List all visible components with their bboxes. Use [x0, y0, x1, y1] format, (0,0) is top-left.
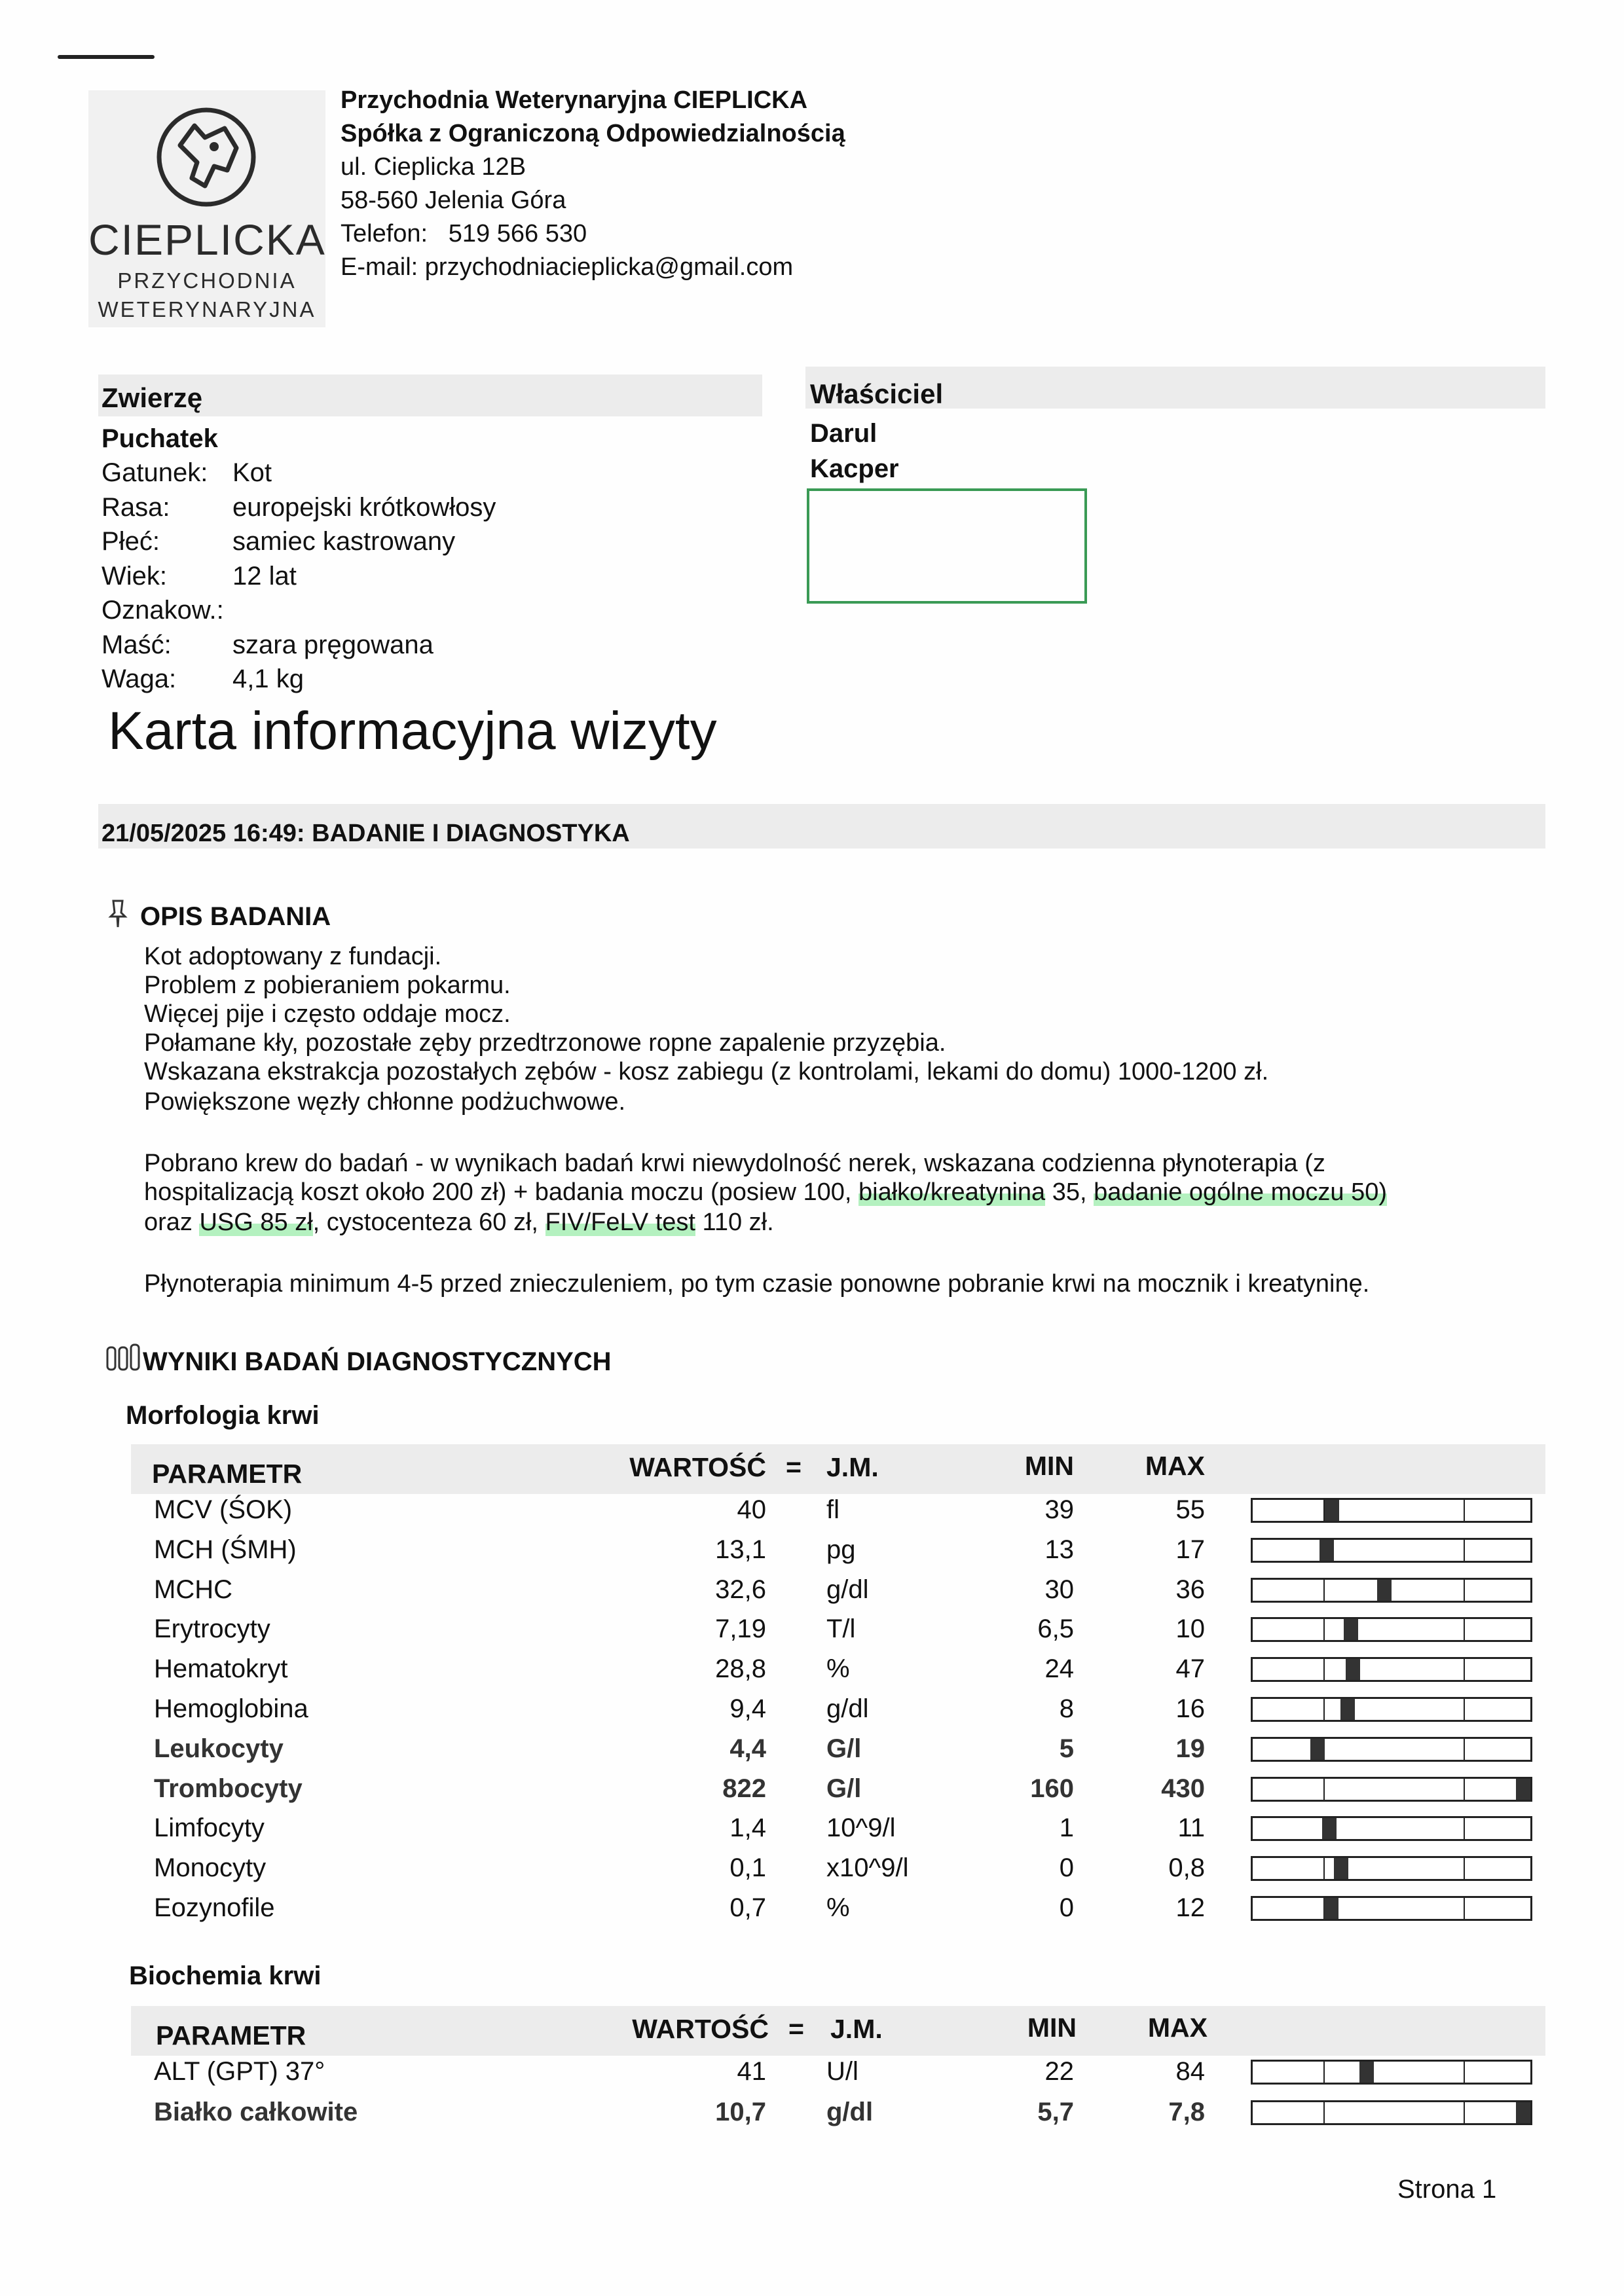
table-row [0, 1535, 1624, 1575]
biochemia-table [0, 2057, 1624, 2149]
param-max: 12 [1175, 1893, 1205, 1922]
table-row [0, 2098, 1624, 2137]
range-indicator [1251, 1617, 1532, 1642]
range-indicator [1251, 1657, 1532, 1682]
param-unit: 10^9/l [826, 1813, 896, 1843]
param-max: 0,8 [1168, 1853, 1205, 1883]
range-min-tick [1323, 1699, 1325, 1720]
desc-para2-line1: Pobrano krew do badań - w wynikach badań krwi niewydolność nerek, wskazana codzienna płynoterapia (z [144, 1150, 1325, 1177]
range-max-tick [1464, 1818, 1465, 1839]
param-value: 0,1 [729, 1853, 766, 1883]
attr-value: Kot [232, 458, 272, 487]
param-min: 160 [1030, 1774, 1074, 1803]
param-value: 10,7 [715, 2098, 766, 2126]
animal-attr-row [101, 458, 691, 491]
range-value-mark [1340, 1699, 1355, 1720]
param-max: 84 [1175, 2057, 1205, 2086]
col-max-2: MAX [1147, 2013, 1208, 2043]
desc-line-1: Kot adoptowany z fundacji. [144, 943, 442, 970]
highlight-usg: USG 85 zł [199, 1209, 313, 1236]
col-unit-2: J.M. [830, 2014, 883, 2044]
range-max-tick [1464, 1898, 1465, 1919]
param-value: 0,7 [729, 1893, 766, 1922]
param-unit: fl [826, 1495, 840, 1524]
animal-attr-row [101, 665, 691, 697]
email-label: E-mail: [341, 253, 418, 281]
desc-para2-line3: oraz USG 85 zł, cystocenteza 60 zł, FIV/FeLV test 110 zł. [144, 1209, 774, 1236]
param-value: 41 [737, 2057, 766, 2086]
range-max-tick [1464, 2062, 1465, 2083]
desc-line-3: Więcej pije i często oddaje mocz. [144, 1000, 511, 1028]
param-max: 19 [1175, 1734, 1205, 1763]
param-name: MCHC [154, 1575, 232, 1604]
attr-value: europejski krótkowłosy [232, 492, 496, 522]
param-name: ALT (GPT) 37° [154, 2057, 325, 2086]
clinic-city: 58-560 Jelenia Góra [341, 187, 566, 214]
param-min: 13 [1044, 1535, 1074, 1564]
range-indicator [1251, 1896, 1532, 1921]
col-min-2: MIN [1027, 2013, 1077, 2043]
param-min: 22 [1044, 2057, 1074, 2086]
animal-attr-row [101, 630, 691, 663]
param-name: Erytrocyty [154, 1614, 270, 1644]
range-min-tick [1323, 2062, 1325, 2083]
owner-header: Właściciel [810, 378, 944, 409]
range-value-mark [1320, 1540, 1334, 1561]
clinic-email [341, 251, 845, 284]
range-min-tick [1323, 1858, 1325, 1879]
param-value: 9,4 [729, 1694, 766, 1723]
param-max: 36 [1175, 1575, 1205, 1604]
attr-value: szara pręgowana [232, 630, 434, 659]
desc-line-5: Wskazana ekstrakcja pozostałych zębów - kosz zabiegu (z kontrolami, lekami do domu) 1000-1200 zł. [144, 1058, 1269, 1085]
col-value-2: WARTOŚĆ [632, 2014, 769, 2044]
range-indicator [1251, 1538, 1532, 1563]
biochemia-title: Biochemia krwi [129, 1961, 322, 1990]
range-max-tick [1464, 1659, 1465, 1680]
range-max-tick [1464, 1779, 1465, 1800]
attr-label: Wiek: [101, 561, 167, 591]
logo-subtitle-2: WETERYNARYJNA [98, 297, 316, 321]
param-value: 4,4 [729, 1734, 766, 1763]
param-min: 5,7 [1037, 2098, 1074, 2126]
animal-name: Puchatek [101, 424, 218, 453]
range-value-mark [1325, 1500, 1339, 1521]
col-unit: J.M. [826, 1452, 879, 1482]
owner-first-name: Kacper [810, 454, 899, 483]
param-name: Eozynofile [154, 1893, 275, 1922]
param-name: Hemoglobina [154, 1694, 308, 1723]
phone-label: Telefon: [341, 220, 428, 247]
col-param: PARAMETR [152, 1459, 303, 1489]
highlight-mocz: badanie ogólne moczu 50) [1094, 1178, 1387, 1206]
table-row [0, 1813, 1624, 1853]
animal-attr-row [101, 562, 691, 594]
param-unit: T/l [826, 1614, 856, 1644]
param-unit: pg [826, 1535, 856, 1564]
param-min: 30 [1044, 1575, 1074, 1604]
param-unit: g/dl [826, 2098, 874, 2126]
param-max: 17 [1175, 1535, 1205, 1564]
param-value: 822 [722, 1774, 766, 1803]
attr-value: 12 lat [232, 561, 297, 591]
param-name: Leukocyty [154, 1734, 284, 1763]
range-max-tick [1464, 1500, 1465, 1521]
desc-line-4: Połamane kły, pozostałe zęby przedtrzonowe ropne zapalenie przyzębia. [144, 1029, 946, 1057]
table-row [0, 1694, 1624, 1734]
attr-label: Rasa: [101, 492, 170, 522]
desc-para2-line2: hospitalizacją koszt około 200 zł) + badania moczu (posiew 100, białko/kreatynina 35, badanie ogólne moczu 50) [144, 1178, 1387, 1206]
param-name: MCV (ŚOK) [154, 1495, 293, 1524]
param-name: Limfocyty [154, 1813, 265, 1843]
owner-surname: Darul [810, 419, 877, 448]
pen-mark [58, 55, 155, 59]
results-header: WYNIKI BADAŃ DIAGNOSTYCZNYCH [143, 1347, 612, 1376]
desc-para3: Płynoterapia minimum 4-5 przed znieczuleniem, po tym czasie ponowne pobranie krwi na mocznik i kreatyninę. [144, 1270, 1370, 1298]
param-max: 10 [1175, 1614, 1205, 1644]
attr-label: Maść: [101, 630, 172, 659]
range-value-mark [1324, 1898, 1338, 1919]
test-tubes-icon [105, 1343, 141, 1374]
clinic-info [341, 84, 845, 284]
param-unit: g/dl [826, 1694, 869, 1723]
table-row [0, 1853, 1624, 1893]
range-indicator [1251, 1697, 1532, 1722]
table-row [0, 1734, 1624, 1774]
range-value-mark [1322, 1818, 1337, 1839]
email-value: przychodniacieplicka@gmail.com [424, 253, 794, 281]
clinic-logo [88, 90, 325, 327]
param-max: 7,8 [1168, 2098, 1205, 2126]
param-unit: G/l [826, 1734, 862, 1763]
param-min: 8 [1059, 1694, 1074, 1723]
table-row [0, 1575, 1624, 1614]
range-max-tick [1464, 1619, 1465, 1640]
col-param-2: PARAMETR [156, 2020, 306, 2050]
highlight-bialko: białko/kreatynina [858, 1178, 1046, 1206]
param-value: 28,8 [715, 1654, 766, 1684]
col-max: MAX [1145, 1451, 1205, 1481]
param-max: 430 [1161, 1774, 1205, 1803]
morfologia-table [0, 1495, 1624, 1941]
col-eq: = [786, 1452, 802, 1482]
logo-name: CIEPLICKA [88, 215, 326, 264]
range-min-tick [1323, 1619, 1325, 1640]
param-unit: g/dl [826, 1575, 869, 1604]
range-value-mark [1377, 1580, 1392, 1601]
param-name: MCH (ŚMH) [154, 1535, 297, 1564]
range-max-tick [1464, 1580, 1465, 1601]
range-value-mark [1346, 1659, 1360, 1680]
param-unit: G/l [826, 1774, 862, 1803]
desc-line-2: Problem z pobieraniem pokarmu. [144, 972, 511, 999]
param-value: 32,6 [715, 1575, 766, 1604]
owner-stamp-box [807, 488, 1087, 604]
param-unit: U/l [826, 2057, 858, 2086]
range-value-mark [1516, 2102, 1530, 2123]
range-min-tick [1323, 1580, 1325, 1601]
param-value: 7,19 [715, 1614, 766, 1644]
param-max: 47 [1175, 1654, 1205, 1684]
range-max-tick [1464, 1699, 1465, 1720]
range-indicator [1251, 1578, 1532, 1603]
attr-label: Płeć: [101, 527, 160, 556]
param-min: 0 [1059, 1893, 1074, 1922]
range-value-mark [1310, 1739, 1325, 1760]
range-indicator [1251, 1498, 1532, 1523]
attr-value: 4,1 kg [232, 665, 304, 693]
visit-header: 21/05/2025 16:49: BADANIE I DIAGNOSTYKA [101, 820, 630, 847]
param-max: 11 [1177, 1813, 1205, 1843]
table-row [0, 2057, 1624, 2096]
param-value: 13,1 [715, 1535, 766, 1564]
range-indicator [1251, 2100, 1532, 2125]
param-min: 39 [1044, 1495, 1074, 1524]
range-indicator [1251, 1856, 1532, 1881]
table-row [0, 1614, 1624, 1654]
range-value-mark [1516, 1779, 1530, 1800]
animal-header: Zwierzę [101, 382, 203, 413]
morfologia-title: Morfologia krwi [126, 1401, 320, 1430]
col-value: WARTOŚĆ [629, 1452, 766, 1482]
param-name: Trombocyty [154, 1774, 303, 1803]
param-min: 0 [1059, 1853, 1074, 1883]
param-name: Monocyty [154, 1853, 267, 1883]
table-row [0, 1893, 1624, 1933]
pin-icon [108, 898, 128, 930]
param-min: 5 [1059, 1734, 1074, 1763]
animal-attr-row [101, 527, 691, 560]
range-min-tick [1323, 1779, 1325, 1800]
param-unit: % [826, 1893, 850, 1922]
range-value-mark [1344, 1619, 1358, 1640]
range-max-tick [1464, 2102, 1465, 2123]
param-max: 55 [1175, 1495, 1205, 1524]
range-min-tick [1323, 1659, 1325, 1680]
page-number: Strona 1 [1397, 2175, 1497, 2204]
range-value-mark [1334, 1858, 1348, 1879]
param-min: 1 [1059, 1813, 1074, 1843]
param-unit: % [826, 1654, 850, 1684]
clinic-name: Przychodnia Weterynaryjna CIEPLICKA [341, 86, 808, 114]
param-value: 40 [737, 1495, 766, 1524]
range-max-tick [1464, 1540, 1465, 1561]
param-min: 24 [1044, 1654, 1074, 1684]
table-row [0, 1495, 1624, 1535]
range-indicator [1251, 1816, 1532, 1841]
attr-label: Oznakow.: [101, 596, 224, 625]
attr-label: Gatunek: [101, 458, 208, 487]
param-unit: x10^9/l [826, 1853, 909, 1883]
param-name: Białko całkowite [154, 2098, 358, 2126]
table-row [0, 1774, 1624, 1813]
range-min-tick [1323, 2102, 1325, 2123]
range-indicator [1251, 1777, 1532, 1802]
dog-head-icon [154, 100, 259, 211]
animal-attr-row [101, 493, 691, 526]
animal-attr-row [101, 596, 691, 629]
clinic-street: ul. Cieplicka 12B [341, 153, 526, 181]
opis-header: OPIS BADANIA [140, 902, 331, 931]
param-min: 6,5 [1037, 1614, 1074, 1644]
param-value: 1,4 [729, 1813, 766, 1843]
page-title: Karta informacyjna wizyty [108, 701, 717, 761]
attr-label: Waga: [101, 665, 177, 693]
param-max: 16 [1175, 1694, 1205, 1723]
attr-value: samiec kastrowany [232, 527, 456, 556]
range-value-mark [1359, 2062, 1374, 2083]
param-name: Hematokryt [154, 1654, 288, 1684]
col-min: MIN [1024, 1451, 1074, 1481]
range-indicator [1251, 2060, 1532, 2085]
clinic-phone [341, 217, 845, 251]
col-eq-2: = [788, 2014, 804, 2044]
phone-value: 519 566 530 [448, 220, 587, 247]
highlight-fiv: FIV/FeLV test [545, 1209, 695, 1236]
range-max-tick [1464, 1858, 1465, 1879]
range-max-tick [1464, 1739, 1465, 1760]
clinic-company: Spółka z Ograniczoną Odpowiedzialnością [341, 120, 845, 147]
table-row [0, 1654, 1624, 1694]
logo-subtitle-1: PRZYCHODNIA [117, 268, 297, 293]
desc-line-6: Powiększone węzły chłonne podżuchwowe. [144, 1088, 626, 1116]
range-indicator [1251, 1737, 1532, 1762]
